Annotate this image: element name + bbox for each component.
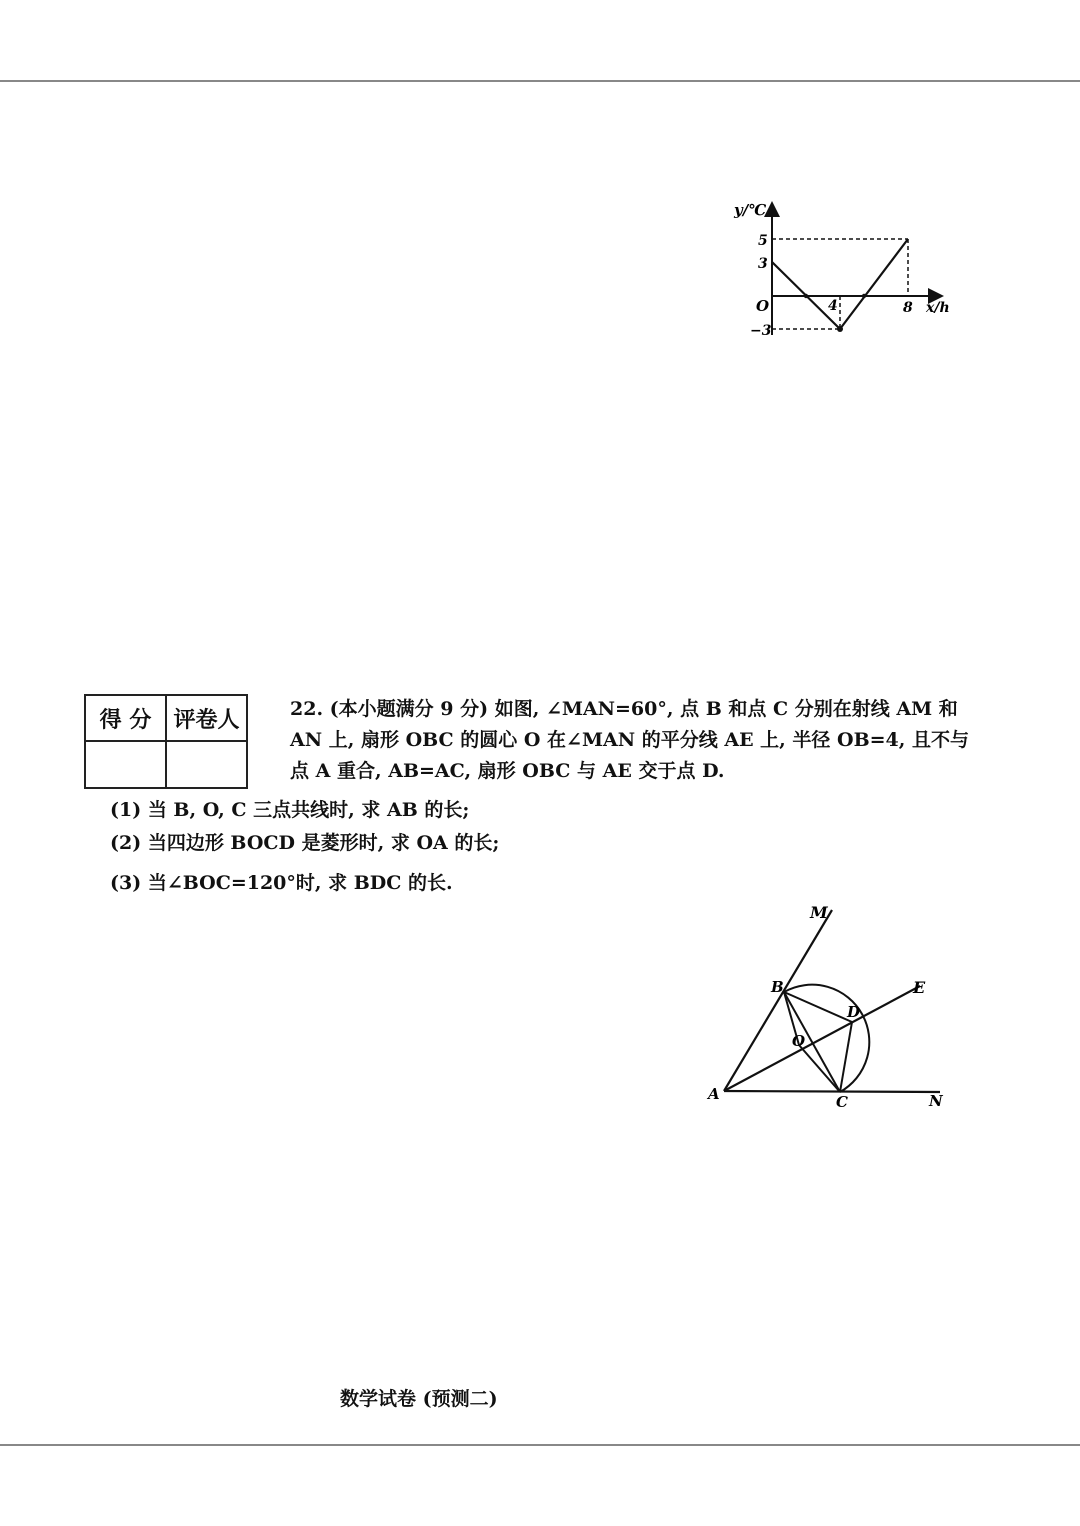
grader-header: 评卷人 — [166, 695, 247, 741]
bottom-rule — [0, 1444, 1080, 1446]
y-tick-neg3: −3 — [750, 323, 772, 339]
ray-AN — [724, 1091, 940, 1092]
grader-cell[interactable] — [166, 741, 247, 788]
geometry-figure — [700, 900, 960, 1115]
segment-DC — [840, 1022, 852, 1092]
label-C: C — [836, 1093, 848, 1111]
root-point-1 — [804, 294, 808, 298]
temperature-graph — [720, 195, 960, 345]
score-header: 得 分 — [85, 695, 166, 741]
label-A: A — [708, 1085, 720, 1103]
y-tick-3: 3 — [758, 256, 768, 272]
question-22-text: 22. (本小题满分 9 分) 如图, ∠MAN=60°, 点 B 和点 C 分别在射线 AM 和 AN 上, 扇形 OBC 的圆心 O 在∠MAN 的平分线 AE 上, 半径 OB=4, 且不与点 A 重合, AB=AC, 扇形 OBC 与 AE 交于点 D. — [290, 698, 970, 782]
x-tick-4: 4 — [828, 298, 838, 314]
label-E: E — [913, 978, 926, 997]
segment-BD — [784, 992, 852, 1022]
y-tick-5: 5 — [758, 233, 768, 249]
label-O: O — [792, 1032, 806, 1050]
sub-question-3: (3) 当∠BOC=120°时, 求 BDC 的长. — [110, 872, 453, 894]
sub-question-1: (1) 当 B, O, C 三点共线时, 求 AB 的长; — [110, 799, 470, 821]
y-axis-label: y/℃ — [734, 201, 767, 219]
score-cell[interactable] — [85, 741, 166, 788]
ray-AE — [724, 986, 920, 1091]
top-rule — [0, 80, 1080, 82]
label-N: N — [929, 1092, 943, 1110]
score-table — [84, 694, 248, 789]
temperature-line — [772, 239, 908, 329]
min-point — [837, 326, 843, 332]
footer-title: 数学试卷 (预测二) — [340, 1388, 498, 1410]
root-point-2 — [862, 294, 866, 298]
x-tick-8: 8 — [903, 300, 913, 316]
label-D: D — [847, 1003, 861, 1021]
segment-OC — [799, 1045, 840, 1092]
x-axis-label: x/h — [926, 300, 950, 316]
origin-label: O — [756, 297, 770, 315]
label-B: B — [771, 978, 784, 996]
label-M: M — [810, 903, 828, 922]
sub-question-2: (2) 当四边形 BOCD 是菱形时, 求 OA 的长; — [110, 832, 500, 854]
